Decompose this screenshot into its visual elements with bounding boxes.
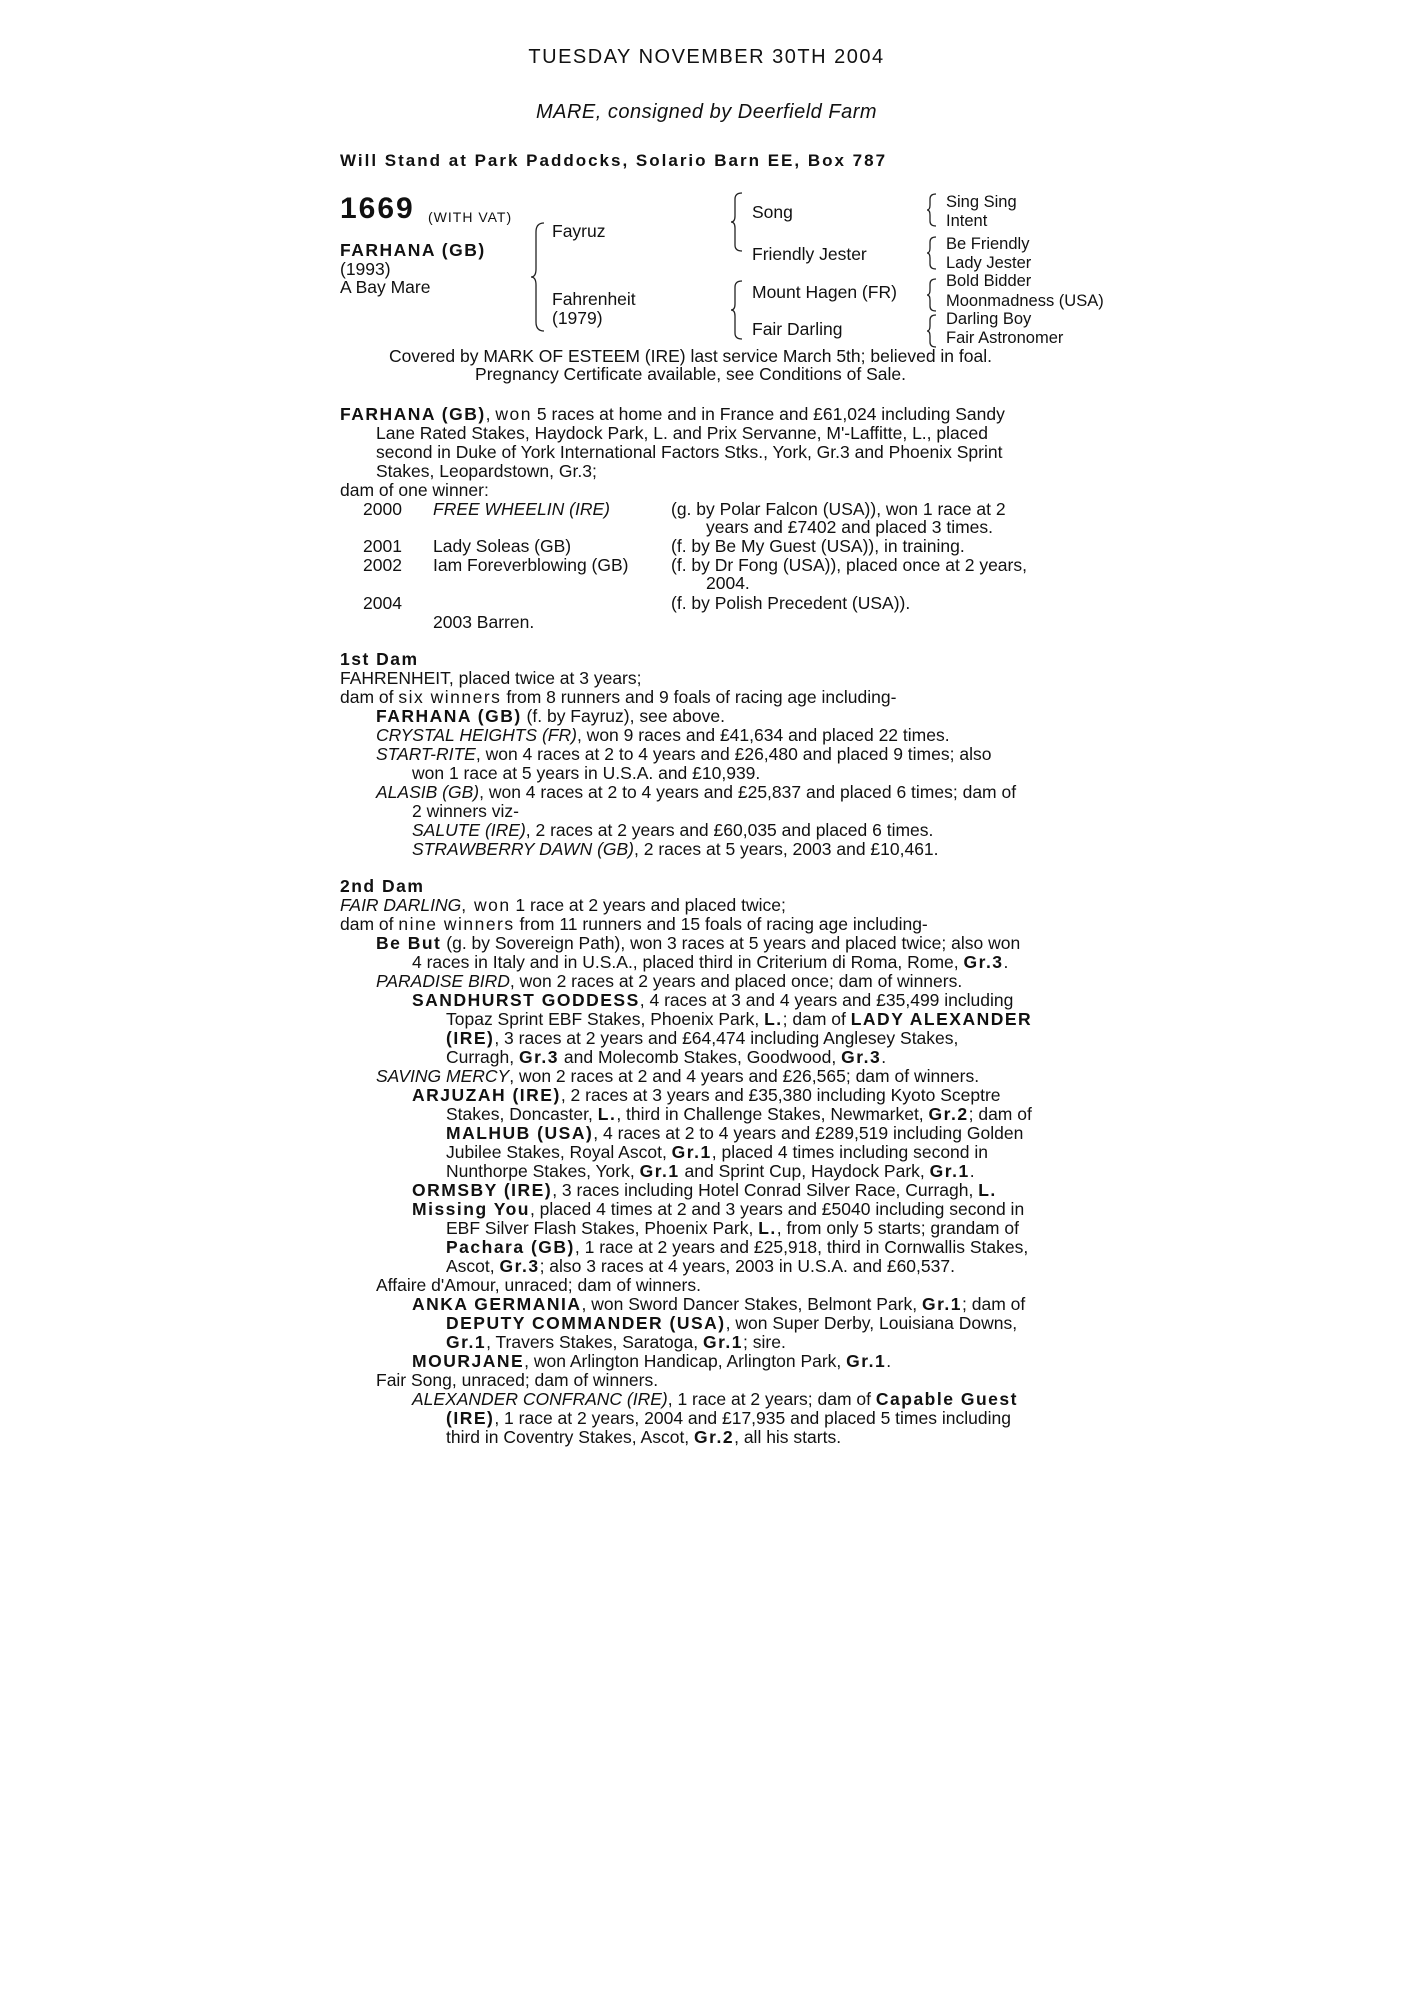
- produce-name-2000: FREE WHEELIN (IRE): [433, 499, 610, 519]
- produce-detail-2001: (f. by Be My Guest (USA)), in training.: [671, 536, 965, 556]
- first-dam-produce-2-detail: , won 9 races and £41,634 and placed 22 times.: [576, 725, 950, 745]
- pedigree-brace-main: [530, 222, 546, 332]
- vat-note: (WITH VAT): [428, 209, 513, 225]
- record-line-1: 5 races at home and in France and £61,024 including Sandy: [536, 404, 1005, 424]
- capable-guest-name: Capable Guest: [875, 1389, 1018, 1409]
- pedigree-brace-ss: [926, 193, 938, 227]
- second-dam-heading: 2nd Dam: [340, 876, 425, 896]
- first-dam-grandproduce-2-detail: , 2 races at 5 years, 2003 and £10,461.: [634, 839, 939, 859]
- horse-year: (1993): [340, 259, 391, 279]
- pedigree-sire-sire: Song: [752, 202, 793, 222]
- first-dam-section: [340, 650, 1080, 859]
- horse-description: A Bay Mare: [340, 277, 431, 297]
- sandhurst-line-2: Topaz Sprint EBF Stakes, Phoenix Park,: [446, 1009, 765, 1029]
- capable-guest-record: , 1 race at 2 years, 2004 and £17,935 and placed 5 times including: [494, 1408, 1011, 1428]
- second-dam-runners: from 11 runners and 15 foals of racing age including-: [519, 914, 928, 934]
- deputy-commander-grade-2: Gr.1: [702, 1332, 744, 1352]
- covered-note: Covered by MARK OF ESTEEM (IRE) last service March 5th; believed in foal.: [389, 346, 992, 366]
- produce-name-2002: Iam Foreverblowing (GB): [433, 555, 629, 575]
- lady-alexander-grade-2: Gr.3: [841, 1047, 882, 1067]
- record-line-2: Lane Rated Stakes, Haydock Park, L. and Prix Servanne, M'-Laffitte, L., placed: [376, 423, 988, 443]
- anka-germania-dam-of: ; dam of: [962, 1294, 1026, 1314]
- first-dam-produce-4: ALASIB (GB): [376, 782, 480, 802]
- lady-alexander-record: , 3 races at 2 years and £64,474 including Anglesey Stakes,: [494, 1028, 959, 1048]
- arjuzah-grade: Gr.2: [928, 1104, 969, 1124]
- pedigree-sire-dam: Friendly Jester: [752, 244, 867, 264]
- pedigree-dsd: Moonmadness (USA): [946, 292, 1104, 310]
- produce-detail2-2002: 2004.: [706, 573, 750, 593]
- malhub-grade-3: Gr.1: [929, 1161, 970, 1181]
- first-dam-produce-3-cont: won 1 race at 5 years in U.S.A. and £10,939.: [412, 763, 761, 783]
- mourjane-name: MOURJANE: [412, 1351, 525, 1371]
- pachara-record: , 1 race at 2 years and £25,918, third in Cornwallis Stakes,: [574, 1237, 1029, 1257]
- malhub-grade-1: Gr.1: [671, 1142, 712, 1162]
- alexander-confranc-record: , 1 race at 2 years; dam of: [667, 1389, 876, 1409]
- ormsby-listed: L.: [978, 1180, 997, 1200]
- pedigree-brace-sd: [926, 236, 938, 270]
- pedigree-ddd: Fair Astronomer: [946, 329, 1064, 347]
- missing-you-grandam: , from only 5 starts; grandam of: [776, 1218, 1019, 1238]
- first-dam-produce-1: FARHANA (GB): [376, 706, 522, 726]
- first-dam-winners: six winners: [398, 687, 502, 707]
- pedigree-brace-sire: [730, 192, 744, 254]
- produce-detail-2002: (f. by Dr Fong (USA)), placed once at 2 years,: [671, 555, 1027, 575]
- saving-mercy-record: , won 2 races at 2 and 4 years and £26,565; dam of winners.: [509, 1066, 980, 1086]
- first-dam-of: dam of: [340, 687, 394, 707]
- deputy-commander-record: , won Super Derby, Louisiana Downs,: [725, 1313, 1018, 1333]
- produce-detail-2004: (f. by Polish Precedent (USA)).: [671, 593, 911, 613]
- pedigree-brace-dam: [730, 280, 744, 342]
- sandhurst-listed: L.: [764, 1009, 783, 1029]
- deputy-commander-name: DEPUTY COMMANDER (USA): [446, 1313, 726, 1333]
- record-dam-of: dam of one winner:: [340, 480, 489, 500]
- pachara-line-4: Ascot,: [446, 1256, 500, 1276]
- produce-year-2002: 2002: [363, 555, 402, 575]
- race-record: FARHANA (GB), won 5 races at home and in France and £61,024 including Sandy Lane Rated Stakes, Haydock Park, L. and Prix Servanne, M'-Laffitte, L., placed second in Duke of York International Factors Stks., York, Gr.3 and Phoenix Sprint Stakes, Leopardstown, Gr.3; dam of one winner:: [340, 405, 1080, 500]
- second-dam-record: 1 race at 2 years and placed twice;: [510, 895, 786, 915]
- arjuzah-line-2: Stakes, Doncaster,: [446, 1104, 598, 1124]
- pedigree-ssd: Intent: [946, 212, 988, 230]
- mourjane-grade: Gr.1: [846, 1351, 887, 1371]
- be-but-name: Be But: [376, 933, 442, 953]
- sandhurst-goddess-name: SANDHURST GODDESS: [412, 990, 640, 1010]
- arjuzah-dam-of: ; dam of: [968, 1104, 1032, 1124]
- pedigree-brace-ds: [926, 278, 938, 312]
- missing-you-listed: L.: [758, 1218, 777, 1238]
- saving-mercy-name: SAVING MERCY: [376, 1066, 510, 1086]
- second-dam-name: FAIR DARLING: [340, 895, 462, 915]
- pachara-name: Pachara (GB): [446, 1237, 575, 1257]
- first-dam-produce-1-detail: (f. by Fayruz), see above.: [526, 706, 725, 726]
- capable-guest-grade: Gr.2: [694, 1427, 735, 1447]
- paradise-bird-record: , won 2 races at 2 years and placed once; dam of winners.: [509, 971, 963, 991]
- first-dam-heading: 1st Dam: [340, 649, 419, 669]
- arjuzah-listed: L.: [597, 1104, 617, 1124]
- affaire-damour: Affaire d'Amour, unraced; dam of winners.: [376, 1275, 701, 1295]
- lot-number: 1669: [340, 192, 415, 225]
- be-but-record: (g. by Sovereign Path), won 3 races at 5 years and placed twice; also won: [441, 933, 1021, 953]
- pedigree-dam-sire: Mount Hagen (FR): [752, 282, 897, 302]
- produce-detail-2000: (g. by Polar Falcon (USA)), won 1 race at 2: [671, 499, 1006, 519]
- arjuzah-name: ARJUZAH (IRE): [412, 1085, 561, 1105]
- barren-note: 2003 Barren.: [433, 612, 535, 632]
- pedigree-dam-dam: Fair Darling: [752, 319, 843, 339]
- produce-name-2001: Lady Soleas (GB): [433, 536, 572, 556]
- missing-you-record: , placed 4 times at 2 and 3 years and £5040 including second in: [529, 1199, 1025, 1219]
- missing-you-line-2: EBF Silver Flash Stakes, Phoenix Park,: [446, 1218, 759, 1238]
- second-dam-of: dam of: [340, 914, 394, 934]
- record-line-4: Stakes, Leopardstown, Gr.3;: [376, 461, 597, 481]
- paradise-bird-name: PARADISE BIRD: [376, 971, 510, 991]
- second-dam-section: 2nd Dam FAIR DARLING, won 1 race at 2 years and placed twice; dam of nine winners from 11 runners and 15 foals of racing age including- Be But (g. by Sovereign Path), won 3 races at 5 years and placed twice; also won 4 races in Italy and in U.S.A., placed third in Criterium di Roma, Rome, Gr.3. PARADISE BIRD, won 2 races at 2 years and placed once; dam of winners. SANDHURST GODDESS, 4 races at 3 and 4 years and £35,499 including Topaz Sprint EBF Stakes, Phoenix Park, L.; dam of LADY ALEXANDER (IRE), 3 races at 2 years and £64,474 including Anglesey Stakes, Curragh, Gr.3 and Molecomb Stakes, Goodwood, Gr.3. SAVING MERCY, won 2 races at 2 and 4 years and £26,565; dam of winners. ARJUZAH (IRE), 2 races at 3 years and £35,380 including Kyoto Sceptre Stakes, Doncaster, L., third in Challenge Stakes, Newmarket, Gr.2; dam of MALHUB (USA), 4 races at 2 to 4 years and £289,519 including Golden Jubilee Stakes, Royal Ascot, Gr.1, placed 4 times including second in Nunthorpe Stakes, York, Gr.1 and Sprint Cup, Haydock Park, Gr.1. ORMSBY (IRE), 3 races including Hotel Conrad Silver Race, Curragh, L. Missing You, placed 4 times at 2 and 3 years and £5040 including second in EBF Silver Flash Stakes, Phoenix Park, L., from only 5 starts; grandam of Pachara (GB), 1 race at 2 years and £25,918, third in Cornwallis Stakes, Ascot, Gr.3; also 3 races at 4 years, 2003 in U.S.A. and £60,537. Affaire d'Amour, unraced; dam of winners. ANKA GERMANIA, won Sword Dancer Stakes, Belmont Park, Gr.1; dam of DEPUTY COMMANDER (USA), won Super Derby, Louisiana Downs, Gr.1, Travers Stakes, Saratoga, Gr.1; sire. MOURJANE, won Arlington Handicap, Arlington Park, Gr.1. Fair Song, unraced; dam of winners. ALEXANDER CONFRANC (IRE), 1 race at 2 years; dam of Capable Guest (IRE), 1 race at 2 years, 2004 and £17,935 and placed 5 times including third in Coventry Stakes, Ascot, Gr.2, all his starts.: [340, 877, 1080, 1447]
- second-dam-won: , won: [461, 895, 511, 915]
- pedigree-dam: Fahrenheit: [552, 289, 636, 309]
- first-dam-name: FAHRENHEIT, placed twice at 3 years;: [340, 668, 642, 688]
- malhub-line-5: Nunthorpe Stakes, York,: [446, 1161, 640, 1181]
- pedigree-sdd: Lady Jester: [946, 254, 1032, 272]
- malhub-placed: , placed 4 times including second in: [711, 1142, 989, 1162]
- lady-alexander-molecomb: and Molecomb Stakes, Goodwood,: [559, 1047, 842, 1067]
- deputy-commander-sire: ; sire.: [743, 1332, 786, 1352]
- arjuzah-challenge: , third in Challenge Stakes, Newmarket,: [616, 1104, 929, 1124]
- be-but-record-cont: 4 races in Italy and in U.S.A., placed third in Criterium di Roma, Rome,: [412, 952, 964, 972]
- ormsby-name: ORMSBY (IRE): [412, 1180, 553, 1200]
- mourjane-record: , won Arlington Handicap, Arlington Park,: [524, 1351, 847, 1371]
- produce-year-2001: 2001: [363, 536, 402, 556]
- pedigree-dss: Bold Bidder: [946, 272, 1032, 290]
- malhub-grade-2: Gr.1: [639, 1161, 680, 1181]
- ormsby-record: , 3 races including Hotel Conrad Silver Race, Curragh,: [552, 1180, 979, 1200]
- pachara-usa: ; also 3 races at 4 years, 2003 in U.S.A. and £60,537.: [539, 1256, 955, 1276]
- capable-guest-suffix: (IRE): [446, 1408, 495, 1428]
- horse-name: FARHANA (GB): [340, 240, 486, 260]
- stand-location: Will Stand at Park Paddocks, Solario Barn EE, Box 787: [340, 151, 888, 170]
- malhub-line-4: Jubilee Stakes, Royal Ascot,: [446, 1142, 672, 1162]
- consignment-line: MARE, consigned by Deerfield Farm: [535, 101, 878, 123]
- first-dam-grandproduce-1: SALUTE (IRE): [412, 820, 526, 840]
- record-line-3: second in Duke of York International Factors Stks., York, Gr.3 and Phoenix Sprint: [376, 442, 1003, 462]
- second-dam-winners: nine winners: [398, 914, 515, 934]
- first-dam-grandproduce-2: STRAWBERRY DAWN (GB): [412, 839, 635, 859]
- pachara-grade: Gr.3: [499, 1256, 540, 1276]
- first-dam-produce-3-detail: , won 4 races at 2 to 4 years and £26,480 and placed 9 times; also: [475, 744, 992, 764]
- anka-germania-grade: Gr.1: [921, 1294, 963, 1314]
- first-dam-grandproduce-1-detail: , 2 races at 2 years and £60,035 and placed 6 times.: [525, 820, 934, 840]
- first-dam-produce-4-detail: , won 4 races at 2 to 4 years and £25,837 and placed 6 times; dam of: [479, 782, 1017, 802]
- record-horse-name: FARHANA (GB): [340, 404, 486, 424]
- pedigree-sds: Be Friendly: [946, 235, 1030, 253]
- anka-germania-record: , won Sword Dancer Stakes, Belmont Park,: [581, 1294, 922, 1314]
- first-dam-produce-4-cont: 2 winners viz-: [412, 801, 519, 821]
- produce-detail2-2000: years and £7402 and placed 3 times.: [706, 517, 993, 537]
- malhub-name: MALHUB (USA): [446, 1123, 594, 1143]
- first-dam-produce-3: START-RITE: [376, 744, 476, 764]
- pregnancy-note: Pregnancy Certificate available, see Conditions of Sale.: [475, 364, 906, 384]
- capable-guest-line-3: third in Coventry Stakes, Ascot,: [446, 1427, 695, 1447]
- pedigree-brace-dd: [926, 314, 938, 348]
- pedigree-sss: Sing Sing: [946, 193, 1017, 211]
- pedigree-dam-year: (1979): [552, 308, 603, 328]
- pedigree-sire: Fayruz: [552, 221, 606, 241]
- arjuzah-record: , 2 races at 3 years and £35,380 including Kyoto Sceptre: [560, 1085, 1001, 1105]
- anka-germania-name: ANKA GERMANIA: [412, 1294, 582, 1314]
- lady-alexander-name: LADY ALEXANDER: [850, 1009, 1033, 1029]
- capable-guest-starts: , all his starts.: [734, 1427, 842, 1447]
- sale-date: TUESDAY NOVEMBER 30TH 2004: [528, 46, 885, 68]
- lady-alexander-suffix: (IRE): [446, 1028, 495, 1048]
- malhub-record: , 4 races at 2 to 4 years and £289,519 including Golden: [593, 1123, 1024, 1143]
- produce-year-2000: 2000: [363, 499, 402, 519]
- sandhurst-dam-of: ; dam of: [782, 1009, 851, 1029]
- record-won: won: [495, 404, 533, 424]
- pedigree-dds: Darling Boy: [946, 310, 1032, 328]
- malhub-sprint-cup: and Sprint Cup, Haydock Park,: [679, 1161, 930, 1181]
- be-but-grade: Gr.3: [963, 952, 1004, 972]
- first-dam-produce-2: CRYSTAL HEIGHTS (FR): [376, 725, 577, 745]
- deputy-commander-travers: , Travers Stakes, Saratoga,: [486, 1332, 703, 1352]
- sandhurst-goddess-record: , 4 races at 3 and 4 years and £35,499 including: [639, 990, 1014, 1010]
- produce-year-2004: 2004: [363, 593, 402, 613]
- lady-alexander-grade-1: Gr.3: [518, 1047, 560, 1067]
- missing-you-name: Missing You: [412, 1199, 530, 1219]
- deputy-commander-grade-1: Gr.1: [446, 1332, 487, 1352]
- lady-alexander-line-4: Curragh,: [446, 1047, 519, 1067]
- alexander-confranc-name: ALEXANDER CONFRANC (IRE): [412, 1389, 668, 1409]
- first-dam-runners: from 8 runners and 9 foals of racing age including-: [506, 687, 897, 707]
- fair-song: Fair Song, unraced; dam of winners.: [376, 1370, 659, 1390]
